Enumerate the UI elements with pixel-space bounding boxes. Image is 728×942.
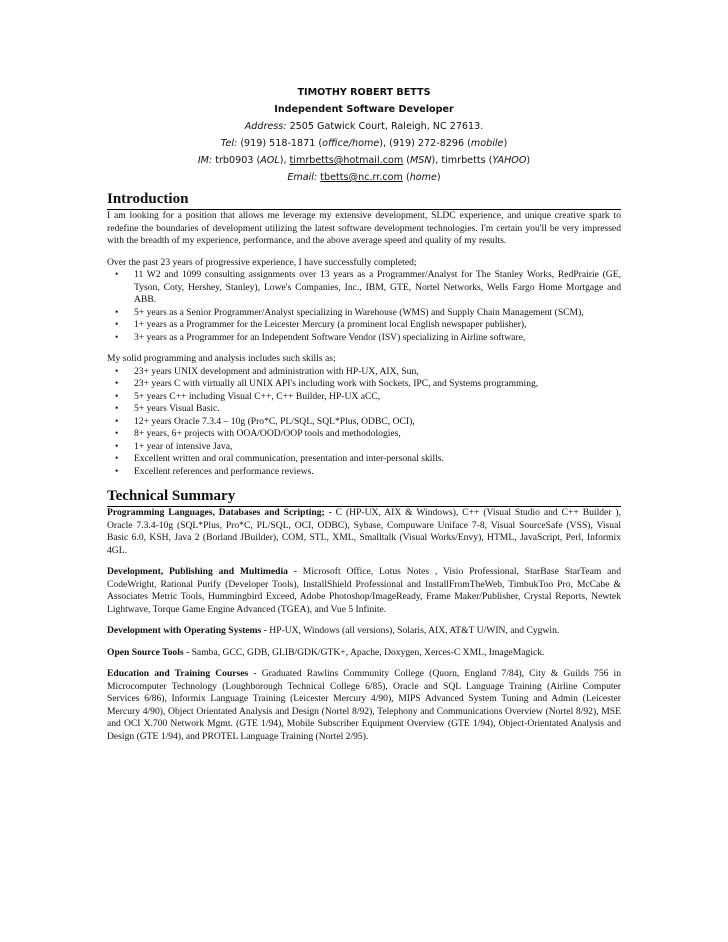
- address-value: 2505 Gatwick Court, Raleigh, NC 27613.: [286, 121, 484, 132]
- bullet-icon: •: [115, 331, 119, 343]
- im-sep: ),: [279, 155, 290, 166]
- address-line: [100, 118, 628, 135]
- list-item-text: 5+ years Visual Basic.: [134, 403, 220, 414]
- tel-label: Tel:: [220, 138, 238, 149]
- telephone-line: [100, 135, 628, 152]
- bullet-icon: •: [115, 403, 119, 414]
- email-note: home: [409, 172, 437, 183]
- email-line: [100, 169, 628, 186]
- im-aol: trb0903 (: [212, 155, 261, 166]
- technical-section-text: Graduated Rawlins Community College (Quorn, England 7/84), City & Guilds 756 in Microcomputer Technology (Loughborough Technical College 6/85), Oracle and SQL Language Training (Airline Computer Services 6/86), Informix Language Training (Leicester Mercury 4/90), MIPS Advanced System Tuning and Admin (Leicester Mercury 4/90), Object Orientated Analysis and Design (Nortel 8/92), Telephony and Communications Overview (Nortel 8/92), MSE and OCI X.700 Network Mgmt. (GTE 1/94), Mobile Subscriber Equipment Overview (GTE 1/94), Object-Orientated Analysis and Design (GTE 1/94), and PROTEL Language Training (Nortel 2/95).: [107, 668, 621, 742]
- list-item: [107, 378, 621, 391]
- list-item: [107, 269, 621, 307]
- technical-section-label: Education and Training Courses -: [107, 668, 257, 679]
- list-item-text: 1+ years as a Programmer for the Leicester Mercury (a prominent local English newspaper publisher),: [134, 319, 527, 330]
- im-label: IM:: [197, 155, 213, 166]
- list-item-text: 3+ years as a Programmer for an Independent Software Vendor (ISV) specializing in Airline software,: [134, 331, 526, 343]
- technical-section-text: C (HP-UX, AIX & Windows), C++ (Visual Studio and C++ Builder ), Oracle 7.3.4-10g (SQL*Plus, Pro*C, PL/SQL, OCI, ODBC), Sybase, Compuware Uniface 7-8, Visual SourceSafe (VSS), Visual Basic 6.0, KSH, Java 2 (Borland JBuilder), COM, STL, XML, Smalltalk (Visual Works/Envy), HTML, JavaScript, Perl, Informix 4GL.: [107, 507, 621, 556]
- skills-intro: My solid programming and analysis includes such skills as;: [107, 353, 336, 364]
- list-item-text: 23+ years UNIX development and administration with HP-UX, AIX, Sun,: [134, 365, 419, 377]
- candidate-name: TIMOTHY ROBERT BETTS: [297, 87, 431, 98]
- bullet-icon: •: [115, 390, 119, 402]
- list-item-text: 12+ years Oracle 7.3.4 – 10g (Pro*C, PL/SQL, SQL*Plus, ODBC, OCI),: [134, 415, 415, 427]
- technical-summary-heading: Technical Summary: [107, 487, 621, 507]
- list-item-text: 11 W2 and 1099 consulting assignments over 13 years as a Programmer/Analyst for The Stanley Works, RedPrairie (GE, Tyson, Coty, Hershey, Stanley), Lowe's Companies, Inc., IBM, GTE, Nortel Networks, Wells Fargo Home Mortgage and ABB.: [134, 269, 621, 305]
- technical-section-text: HP-UX, Windows (all versions), Solaris, AIX, AT&T U/WIN, and Cygwin.: [266, 625, 560, 636]
- list-item: [107, 319, 621, 332]
- tel-end: ): [503, 138, 508, 149]
- tel-office: (919) 518-1871 (: [237, 138, 323, 149]
- technical-section: [107, 668, 621, 743]
- technical-section: [107, 625, 621, 638]
- list-item-text: 23+ years C with virtually all UNIX API's including work with Sockets, IPC, and Systems programming,: [134, 378, 539, 389]
- technical-section: [107, 647, 621, 660]
- email-end: ): [436, 172, 441, 183]
- bullet-icon: •: [115, 319, 119, 330]
- experience-list: [107, 269, 621, 344]
- list-item: [107, 332, 621, 345]
- im-line: [100, 152, 628, 169]
- bullet-icon: •: [115, 440, 119, 452]
- technical-section-text: Samba, GCC, GDB, GLIB/GDK/GTK+, Apache, Doxygen, Xerces-C XML, ImageMagick.: [189, 646, 545, 658]
- im-msn-note: MSN: [409, 155, 432, 166]
- resume-body: [107, 190, 621, 743]
- technical-section-label: Open Source Tools -: [107, 646, 190, 658]
- im-msn-link[interactable]: timrbetts@hotmail.com: [289, 155, 404, 166]
- bullet-icon: •: [115, 428, 119, 439]
- introduction-heading: Introduction: [107, 190, 621, 210]
- candidate-title: Independent Software Developer: [274, 104, 454, 115]
- list-item: [107, 366, 621, 379]
- list-item-text: Excellent written and oral communication, presentation and inter-personal skills.: [134, 453, 444, 464]
- list-item: [107, 453, 621, 466]
- list-item: [107, 466, 621, 479]
- list-item: [107, 416, 621, 429]
- technical-section: [107, 507, 621, 557]
- list-item: [107, 403, 621, 416]
- bullet-icon: •: [115, 306, 119, 318]
- technical-section: [107, 566, 621, 616]
- list-item-text: 8+ years, 6+ projects with OOA/OOD/OOP tools and methodologies,: [134, 428, 401, 439]
- list-item: [107, 307, 621, 320]
- email-link[interactable]: tbetts@nc.rr.com: [320, 172, 403, 183]
- email-label: Email:: [287, 172, 318, 183]
- im-yahoo: ), timrbetts (: [431, 155, 493, 166]
- bullet-icon: •: [115, 269, 119, 280]
- intro-paragraph: I am looking for a position that allows me leverage my extensive development, SLDC experience, and unique creative spark to redefine the boundaries of development utilizing the latest software development technologies. I'm certain you'll be very impressed with the breadth of my experience, performance, and the above average speed and quality of my results.: [107, 210, 621, 246]
- address-label: Address:: [244, 121, 287, 132]
- list-item-text: 5+ years C++ including Visual C++, C++ Builder, HP-UX aCC,: [134, 390, 381, 402]
- tel-office-note: office/home: [322, 138, 380, 149]
- bullet-icon: •: [115, 465, 119, 477]
- contact-header: [100, 84, 628, 186]
- technical-section-label: Programming Languages, Databases and Scripting; -: [107, 507, 332, 518]
- list-item: [107, 441, 621, 454]
- technical-section-label: Development, Publishing and Multimedia -: [107, 566, 297, 577]
- tel-mobile-note: mobile: [470, 138, 504, 149]
- im-end: ): [526, 155, 531, 166]
- technical-sections: [107, 507, 621, 743]
- bullet-icon: •: [115, 378, 119, 389]
- technical-section-text: Microsoft Office, Lotus Notes , Visio Professional, StarBase StarTeam and CodeWright, Rational Purify (Developer Tools), InstallShield Professional and InstallFromTheWeb, TimbukToo Pro, McCabe & Associates Metric Tools, Hummingbird Exceed, Adobe Photoshop/ImageReady, Frame Maker/Publisher, Crystal Reports, Newtek Lightwave, Torque Game Engine Advanced (TGEA), and Vue 5 Infinite.: [107, 566, 622, 615]
- im-aol-note: AOL: [260, 155, 280, 166]
- tel-mobile: ), (919) 272-8296 (: [379, 138, 471, 149]
- list-item-text: 5+ years as a Senior Programmer/Analyst specializing in Warehouse (WMS) and Supply Chain Management (SCM),: [134, 306, 584, 318]
- bullet-icon: •: [115, 453, 119, 464]
- bullet-icon: •: [115, 365, 119, 377]
- im-yahoo-note: YAHOO: [492, 155, 527, 166]
- im-sep-2: (: [403, 155, 410, 166]
- bullet-icon: •: [115, 415, 119, 427]
- list-item-text: Excellent references and performance reviews.: [134, 465, 314, 477]
- list-item: [107, 428, 621, 441]
- email-mid: (: [402, 172, 410, 183]
- skills-list: [107, 366, 621, 479]
- technical-section-label: Development with Operating Systems -: [107, 625, 267, 636]
- experience-intro: Over the past 23 years of progressive experience, I have successfully completed;: [107, 256, 417, 268]
- list-item-text: 1+ year of intensive Java,: [134, 440, 233, 452]
- list-item: [107, 391, 621, 404]
